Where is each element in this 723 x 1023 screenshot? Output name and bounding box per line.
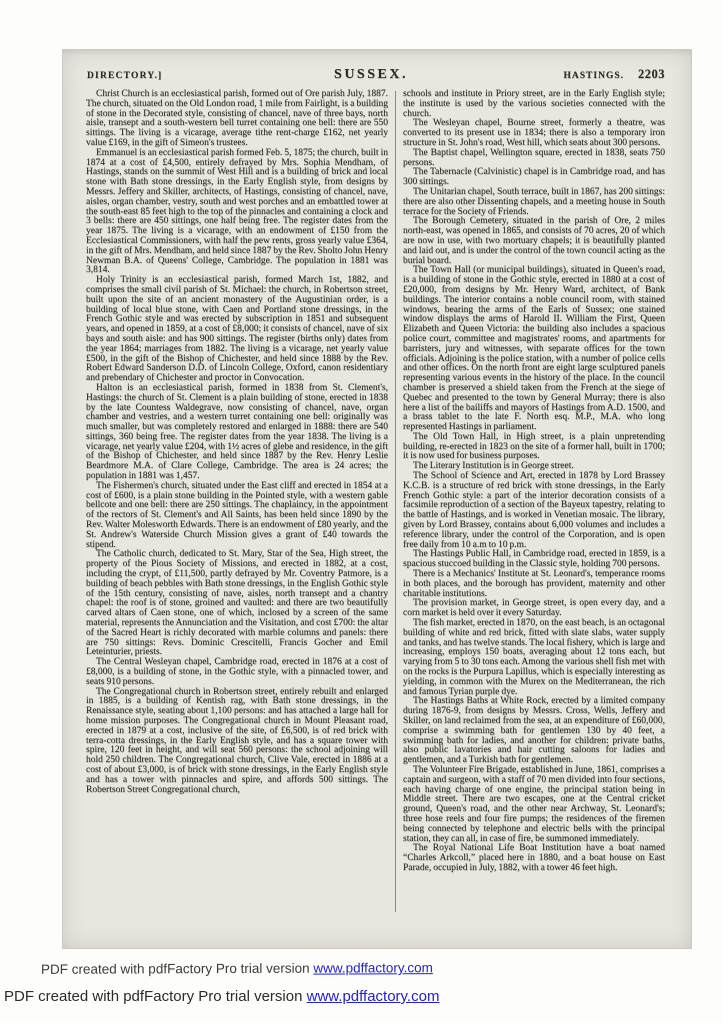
page-number: 2203 xyxy=(638,67,665,81)
paragraph: The Hastings Public Hall, in Cambridge road, erected in 1859, is a spacious stuccoed building in the Classic style, holding 700 persons. xyxy=(403,549,665,570)
watermark-text: PDF created with pdfFactory Pro trial version xyxy=(4,988,307,1005)
paragraph: Emmanuel is an ecclesiastical parish formed Feb. 5, 1875; the church, built in 1874 at a cost of £4,500, entirely defrayed by Mrs. Sophia Mendham, of Hastings, stands on the summit of West Hill and is a building of brick and local stone with Bath stone dressings, in the Early English style, from designs by Messrs. Jeffery and Skiller, architects, of Hastings, consisting of chancel, nave, aisles, organ chamber, vestry, south and west porches and an embattled tower at the south-east 85 feet high to the top of the pinnacles and containing a clock and 3 bells: there are 450 sittings, one half being free. The register dates from the year 1875. The living is a vicarage, with an endowment of £150 from the Ecclesiastical Commissioners, with half the pew rents, gross yearly value £364, in the gift of Mrs. Mendham, and held since 1887 by the Rev. Sholto John Henry Newman B.A. of Queens' College, Cambridge. The population in 1881 was 3,814. xyxy=(86,147,388,276)
header-directory-label: DIRECTORY.] xyxy=(87,71,163,81)
column-divider-rule xyxy=(395,91,396,912)
text-columns xyxy=(63,83,691,912)
header-town-label: HASTINGS. xyxy=(563,71,624,81)
paragraph: The Volunteer Fire Brigade, established in June, 1861, comprises a captain and surgeon, with a staff of 70 men divided into four sections, each having charge of one engine, the principal station being in Middle street. There are two escapes, one at the Central cricket ground, Queen's road, and the other near Archway, St. Leonard's; three hose reels and four fire pumps; the residences of the firemen being connected by telephone and electric bells with the principal station, they can all, in case of fire, be summoned immediately. xyxy=(403,764,665,844)
page-title: SUSSEX. xyxy=(334,67,408,82)
paragraph: The Catholic church, dedicated to St. Mary, Star of the Sea, High street, the property of the Pious Society of Missions, and erected in 1882, at a cost, including the crypt, of £11,500, partly defrayed by Mr. Coventry Patmore, is a building of beach pebbles with Bath stone dressings, in the English Gothic style of the 15th century, consisting of nave, aisles, north transept and a chantry chapel: the roof is of stone, groined and vaulted: and there are two beautifully carved altars of Caen stone, one of which, inclosed by a screen of the same material, represents the Annunciation and the Visitation, and cost £700: the altar of the Sacred Heart is richly decorated with marble columns and panels: there are 750 sittings: Revs. Dominic Crescitelli, Francis Gocher and Emil Leteinturier, priests. xyxy=(86,549,388,658)
paragraph: The Fishermen's church, situated under the East cliff and erected in 1854 at a cost of £600, is a plain stone building in the Pointed style, with a western gable bellcote and one bell: there are 250 sittings. The chaplaincy, in the appointment of the rectors of St. Clement's and All Saints, has been held since 1890 by the Rev. Walter Molesworth Edwards. There is an endowment of £80 yearly, and the St. Andrew's Waterside Church Mission gives a grant of £40 towards the stipend. xyxy=(86,480,388,550)
paragraph: There is a Mechanics' Institute at St. Leonard's, temperance rooms in both places, and the borough has provident, maternity and other charitable institutions. xyxy=(403,569,665,599)
header-running-title xyxy=(495,67,665,82)
paragraph: Holy Trinity is an ecclesiastical parish, formed March 1st, 1882, and comprises the small civil parish of St. Michael: the church, in Robertson street, built upon the site of an ancient monastery of the Augustinian order, is a building of local blue stone, with Caen and Portland stone dressings, in the French Gothic style and was erected by subscription in 1851 and subsequent years, and opened in 1859, at a cost of £8,000; it consists of chancel, nave of six bays and south aisle: and has 900 sittings. The register (births only) dates from the year 1864; marriages from 1882. The living is a vicarage, net yearly value £500, in the gift of the Bishop of Chichester, and held since 1888 by the Rev. Robert Edward Sanderson D.D. of Lincoln College, Oxford, canon residentiary and prebendary of Chichester and proctor in Convocation. xyxy=(86,275,388,384)
page-header xyxy=(63,50,691,83)
paragraph: The Wesleyan chapel, Bourne street, formerly a theatre, was converted to its present use in 1834; there is also a temporary iron structure in St. John's road, West hill, which seats about 300 persons. xyxy=(403,118,665,148)
paragraph: The Royal National Life Boat Institution have a boat named “Charles Arkcoll,” placed here in 1880, and a boat house on East Parade, occupied in July, 1882, with a tower 46 feet high. xyxy=(403,843,665,873)
paragraph: The Central Wesleyan chapel, Cambridge road, erected in 1876 at a cost of £8,000, is a building of stone, in the Gothic style, with a pinnacled tower, and seats 910 persons. xyxy=(86,657,388,687)
pdffactory-link[interactable]: www.pdffactory.com xyxy=(306,988,440,1005)
watermark-text: PDF created with pdfFactory Pro trial version xyxy=(40,960,314,977)
right-column xyxy=(403,90,665,912)
pdffactory-watermark-1 xyxy=(41,960,433,977)
paragraph: The Unitarian chapel, South terrace, built in 1867, has 200 sittings: there are also other Dissenting chapels, and a meeting house in South terrace for the Society of Friends. xyxy=(403,186,665,217)
paragraph: The Congregational church in Robertson street, entirely rebuilt and enlarged in 1885, is a building of Kentish rag, with Bath stone dressings, in the Renaissance style, seating about 1,100 persons: and has attached a large hall for home mission purposes. The Congregational church in Mount Pleasant road, erected in 1879 at a cost, inclusive of the site, of £6,500, is of red brick with terra-cotta dressings, in the Early English style, and has a square tower with spire, 120 feet in height, and will seat 560 persons: the school adjoining will hold 250 children. The Congregational church, Clive Vale, erected in 1886 at a cost of about £3,000, is of brick with stone dressings, in the Early English style and has a tower with pinnacles and spire, and affords 500 sittings. The Robertson Street Congregational church, xyxy=(86,686,388,795)
pdffactory-watermark-2 xyxy=(4,988,439,1005)
paragraph: The Old Town Hall, in High street, is a plain unpretending building, re-erected in 1823 on the site of a former hall, built in 1700; it is now used for business purposes. xyxy=(403,431,665,462)
pdffactory-link[interactable]: www.pdffactory.com xyxy=(313,960,433,976)
paragraph: Halton is an ecclesiastical parish, formed in 1838 from St. Clement's, Hastings: the church of St. Clement is a plain building of stone, erected in 1838 by the late Countess Waldegrave, now consisting of chancel, nave, organ chamber and vestries, and a western turret containing one bell: originally was much smaller, but was completely restored and enlarged in 1888: there are 540 sittings, 360 being free. The register dates from the year 1838. The living is a vicarage, net yearly value £204, with 1½ acres of glebe and residence, in the gift of the Bishop of Chichester, and held since 1887 by the Rev. Henry Leslie Beardmore M.A. of Clare College, Cambridge. The area is 24 acres; the population in 1881 was 1,457. xyxy=(86,382,388,482)
paragraph: Christ Church is an ecclesiastical parish, formed out of Ore parish July, 1887. The church, situated on the Old London road, 1 mile from Fairlight, is a building of stone in the Decorated style, consisting of chancel, nave of three bays, north aisle, transept and a south-western bell turret containing one bell: there are 550 sittings. The living is a vicarage, average tithe rent-charge £162, net yearly value £169, in the gift of Simeon's trustees. xyxy=(86,89,388,148)
left-column xyxy=(86,90,388,912)
paragraph: The Town Hall (or municipal buildings), situated in Queen's road, is a building of stone in the Gothic style, erected in 1880 at a cost of £20,000, from designs by Mr. Henry Ward, architect, of Bank buildings. The interior contains a noble council room, with stained windows, bearing the arms of the Earls of Sussex; one stained window displays the arms of Harold II. William the First, Queen Elizabeth and Queen Victoria: the building also includes a spacious police court, committee and magistrates' rooms, and apartments for barristers, jury and witnesses, with separate offices for the town officials. Adjoining is the police station, with a number of police cells and other offices. On the north front are eight large sculptured panels representing various events in the history of the place. In the council chamber is preserved a shield taken from the French at the siege of Quebec and presented to the town by General Murray; there is also here a list of the bailiffs and mayors of Hastings from A.D. 1500, and a brass tablet to the late F. North esq. M.P., M.A. who long represented Hastings in parliament. xyxy=(403,265,665,433)
paragraph: The Baptist chapel, Wellington square, erected in 1838, seats 750 persons. xyxy=(403,147,665,168)
paragraph: The Hastings Baths at White Rock, erected by a limited company during 1876-9, from designs by Messrs. Cross, Wells, Jeffery and Skiller, on land reclaimed from the sea, at an expenditure of £60,000, comprise a swimming bath for gentlemen 130 by 40 feet, a swimming bath for ladies, and another for children: private baths, also public lavatories and hair cutting saloons for ladies and gentlemen, and a Turkish bath for gentlemen. xyxy=(403,696,665,766)
paragraph: The Literary Institution is in George street. xyxy=(413,461,574,472)
paragraph: The fish market, erected in 1870, on the east beach, is an octagonal building of white and red brick, fitted with slate slabs, water supply and tanks, and has twelve stands. The local fishery, which is large and increasing, employs 150 boats, averaging about 12 tons each, but varying from 5 to 30 tons each. Among the various shell fish met with on the rocks is the Purpura Lapillus, which is especially interesting as yielding, in common with the Murex on the Mediterranean, the rich and famous Tyrian purple dye. xyxy=(403,618,665,697)
paragraph: The provision market, in George street, is open every day, and a corn market is held over it every Saturday. xyxy=(403,598,665,619)
scanned-page xyxy=(62,49,692,949)
paragraph: The Tabernacle (Calvinistic) chapel is in Cambridge road, and has 300 sittings. xyxy=(403,167,665,188)
paragraph: The Borough Cemetery, situated in the parish of Ore, 2 miles north-east, was opened in 1865, and consists of 70 acres, 20 of which are now in use, with two mortuary chapels; it is beautifully planted and laid out, and is under the control of the town council acting as the burial board. xyxy=(403,216,665,266)
paragraph: schools and institute in Priory street, are in the Early English style; the institute is used by the various societies connected with the church. xyxy=(403,89,665,119)
paragraph: The School of Science and Art, erected in 1878 by Lord Brassey K.C.B. is a structure of red brick with stone dressings, in the Early French Gothic style: a part of the interior decoration consists of a facsimile reproduction of a section of the Bayeux tapestry, relating to the battle of Hastings, and is worked in Venetian mosaic. The library, given by Lord Brassey, contains about 6,000 volumes and includes a reference library, under the control of the Corporation, and is open free daily from 10 a.m to 10 p.m. xyxy=(403,471,665,550)
